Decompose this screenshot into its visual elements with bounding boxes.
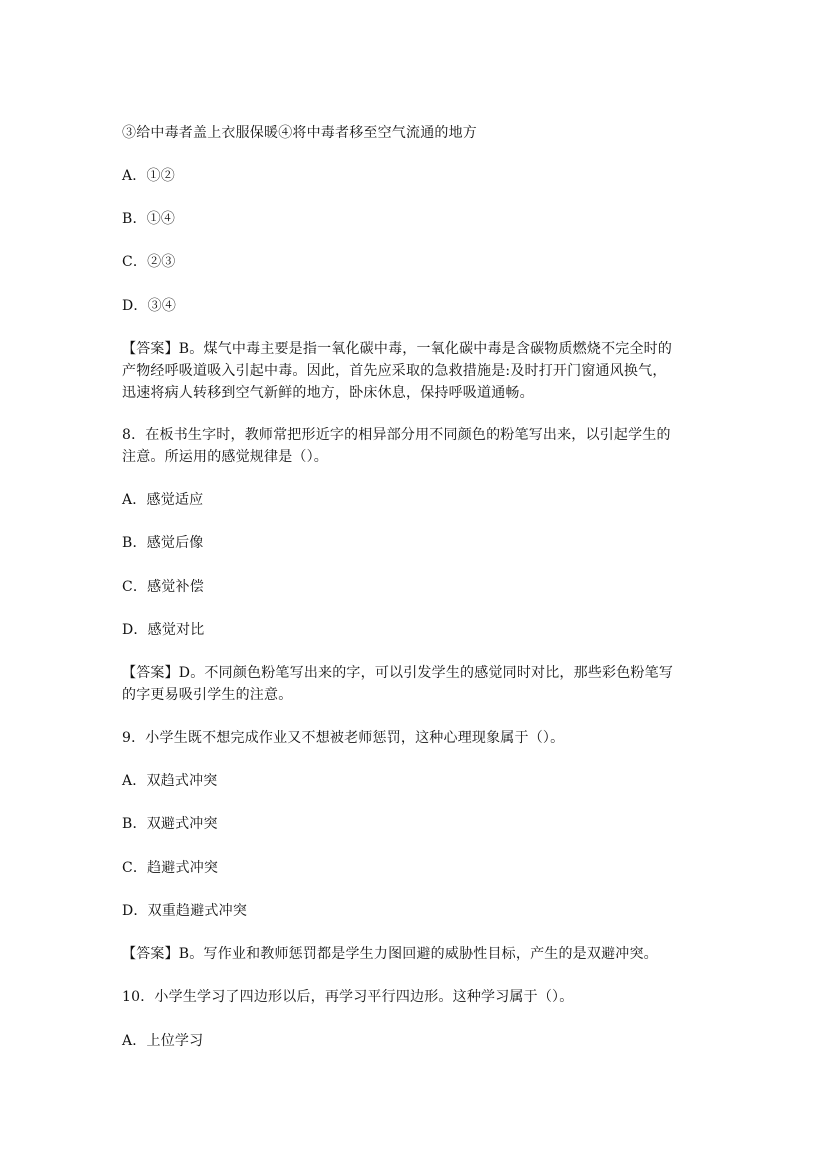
q10-option-a: A．上位学习 xyxy=(122,1033,204,1049)
question-9: 9．小学生既不想完成作业又不想被老师惩罚，这种心理现象属于（）。 xyxy=(122,730,565,746)
question-8-line-1: 8．在板书生字时，教师常把形近字的相异部分用不同颜色的粉笔写出来，以引起学生的 xyxy=(122,427,671,443)
q8-option-b: B．感觉后像 xyxy=(122,535,204,551)
q7-option-b: B．①④ xyxy=(122,211,176,227)
q9-option-b: B．双避式冲突 xyxy=(122,816,218,832)
q9-option-a: A．双趋式冲突 xyxy=(122,773,218,789)
question-8-line-2: 注意。所运用的感觉规律是（）。 xyxy=(122,449,328,465)
q7-option-c: C．②③ xyxy=(122,254,176,270)
q9-answer: 【答案】B。写作业和教师惩罚都是学生力图回避的威胁性目标，产生的是双避冲突。 xyxy=(122,946,658,962)
question-7-item-text: ③给中毒者盖上衣服保暖④将中毒者移至空气流通的地方 xyxy=(122,125,477,141)
q7-answer-line-2: 产物经呼吸道吸入引起中毒。因此，首先应采取的急救措施是:及时打开门窗通风换气， xyxy=(122,363,667,379)
q8-option-a: A．感觉适应 xyxy=(122,492,204,508)
q9-option-d: D．双重趋避式冲突 xyxy=(122,903,248,919)
q8-option-c: C．感觉补偿 xyxy=(122,579,204,595)
q7-option-a: A．①② xyxy=(122,168,175,184)
q9-option-c: C．趋避式冲突 xyxy=(122,860,219,876)
q7-option-d: D．③④ xyxy=(122,298,177,314)
q8-option-d: D．感觉对比 xyxy=(122,622,205,638)
question-10: 10．小学生学习了四边形以后，再学习平行四边形。这种学习属于（）。 xyxy=(122,989,574,1005)
q7-answer-line-1: 【答案】B。煤气中毒主要是指一氧化碳中毒，一氧化碳中毒是含碳物质燃烧不完全时的 xyxy=(122,341,673,357)
q8-answer-line-2: 的字更易吸引学生的注意。 xyxy=(122,687,293,703)
q8-answer-line-1: 【答案】D。不同颜色粉笔写出来的字，可以引发学生的感觉同时对比，那些彩色粉笔写 xyxy=(122,665,674,681)
q7-answer-line-3: 迅速将病人转移到空气新鲜的地方，卧床休息，保持呼吸道通畅。 xyxy=(122,385,534,401)
